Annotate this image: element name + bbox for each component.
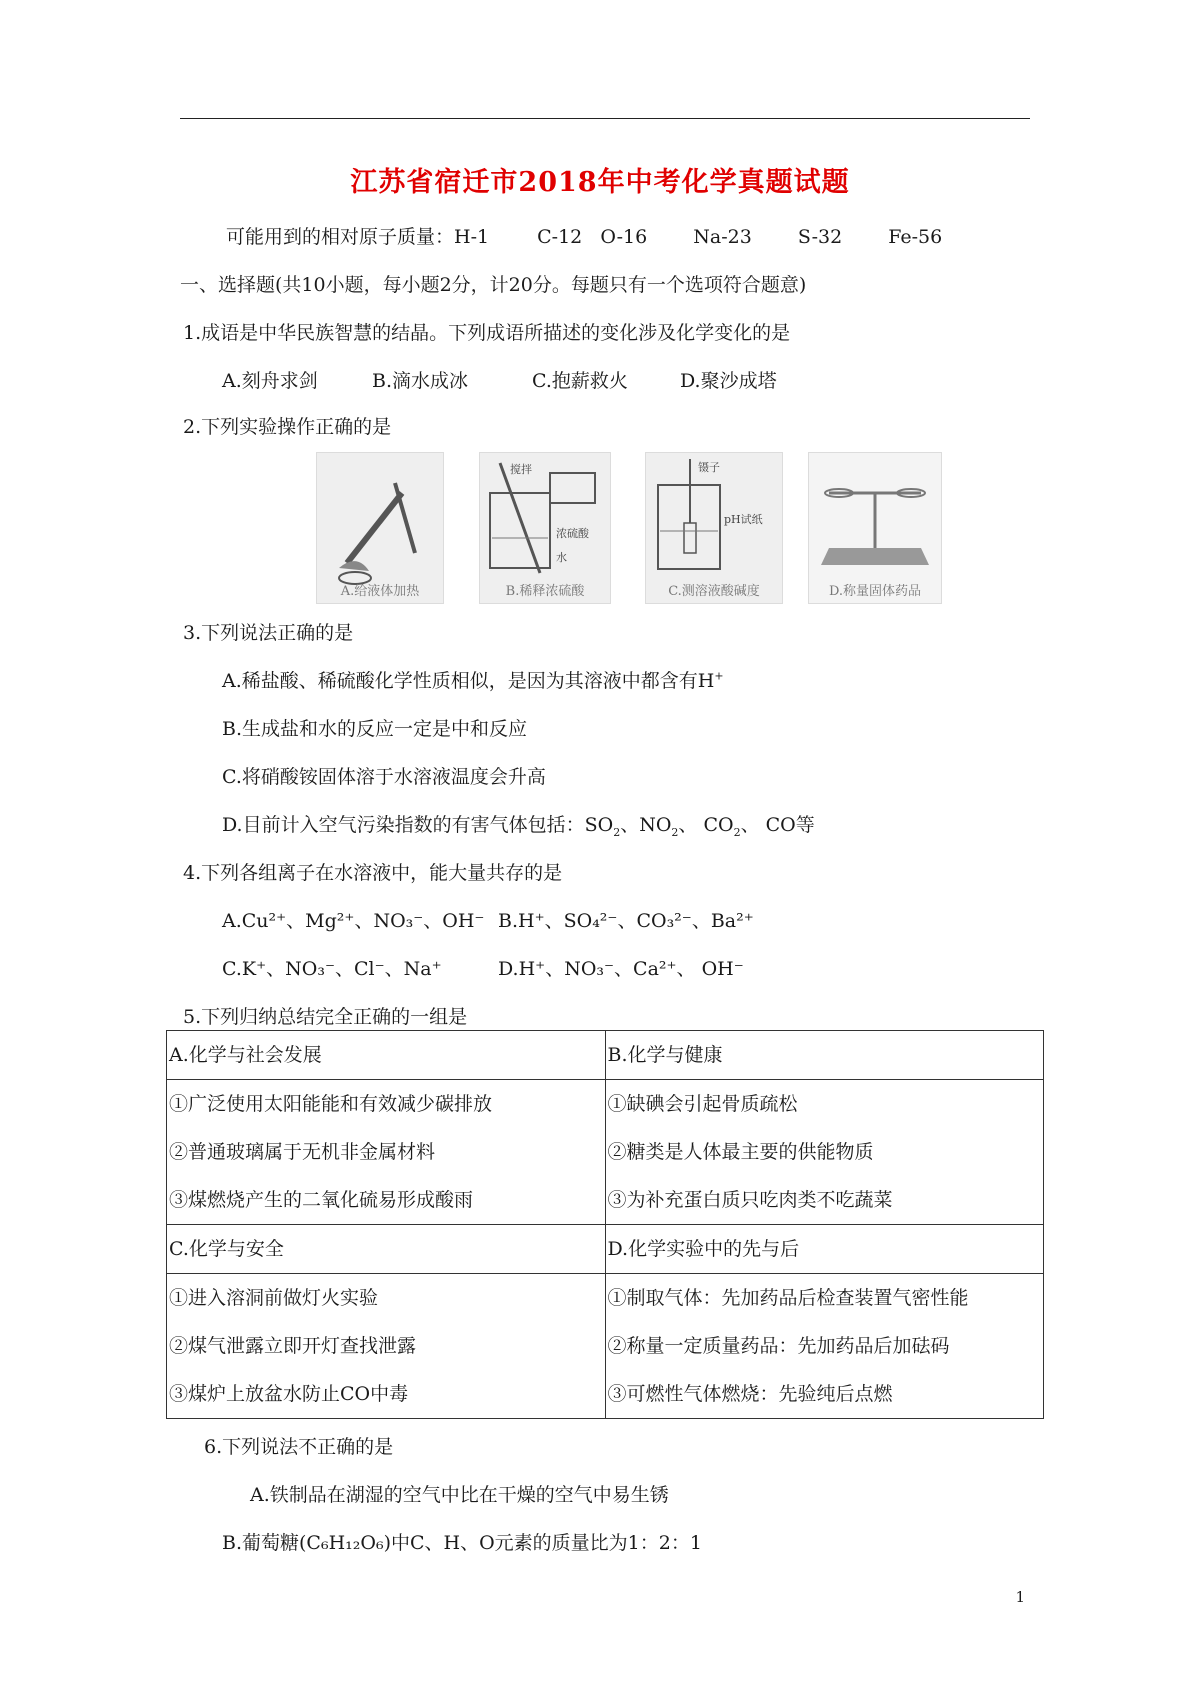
q1-option-c: C.抱薪救火 (532, 370, 628, 392)
table-cell-header (167, 1225, 606, 1274)
section-heading: 一、选择题(共10小题，每小题2分，计20分。每题只有一个选项符合题意) (180, 274, 807, 296)
figure-b-diluting-acid (479, 452, 611, 604)
q3-option-b: B.生成盐和水的反应一定是中和反应 (222, 718, 528, 740)
figure-a-caption: A.给液体加热 (340, 584, 420, 599)
cell-d-item: ①制取气体：先加药品后检查装置气密性能 (607, 1287, 969, 1309)
q3-option-d-sub: 2 (613, 825, 621, 839)
figure-a-heating-liquid (316, 452, 444, 604)
cell-a-item: ③煤燃烧产生的二氧化硫易形成酸雨 (169, 1189, 474, 1211)
figure-b-label-stir: 搅拌 (510, 463, 532, 476)
cell-b-item: ①缺碘会引起骨质疏松 (607, 1093, 798, 1115)
page-number: 1 (1015, 1588, 1025, 1606)
table-row (167, 1225, 1044, 1274)
figure-c-label-ph-paper: pH试纸 (724, 513, 763, 526)
atomic-mass-item: H-1 (454, 226, 490, 248)
q3-option-d-end: 、 CO等 (740, 814, 815, 836)
table-row (167, 1031, 1044, 1080)
figure-b-label-water: 水 (556, 551, 567, 564)
question-5-stem: 5.下列归纳总结完全正确的一组是 (183, 1006, 468, 1028)
cell-d-header: D.化学实验中的先与后 (607, 1238, 800, 1260)
figure-d-weighing (808, 452, 942, 604)
q3-option-a-sup: + (714, 669, 724, 683)
q3-option-d-prefix: D.目前计入空气污染指数的有害气体包括：SO (222, 814, 614, 836)
cell-c-item: ①进入溶洞前做灯火实验 (169, 1287, 379, 1309)
q3-option-d-sub: 2 (733, 825, 741, 839)
q1-option-a: A.刻舟求剑 (222, 370, 318, 392)
table-cell-header (605, 1225, 1044, 1274)
atomic-mass-item: O-16 (600, 226, 648, 248)
atomic-mass-line (226, 222, 942, 249)
table-cell (167, 1274, 606, 1419)
cell-b-item: ②糖类是人体最主要的供能物质 (607, 1141, 874, 1163)
q1-option-b: B.滴水成冰 (372, 370, 469, 392)
table-cell-header (605, 1031, 1044, 1080)
q1-option-d: D.聚沙成塔 (680, 370, 777, 392)
q6-option-a: A.铁制品在湖湿的空气中比在干燥的空气中易生锈 (250, 1484, 669, 1506)
cell-c-item: ③煤炉上放盆水防止CO中毒 (169, 1383, 409, 1405)
table-cell-header (167, 1031, 606, 1080)
q4-option-a: A.Cu²⁺、Mg²⁺、NO₃⁻、OH⁻ (222, 910, 485, 932)
page-title: 江苏省宿迁市2018年中考化学真题试题 (350, 167, 850, 198)
cell-c-header: C.化学与安全 (169, 1238, 284, 1260)
figure-c-label-tweezers: 镊子 (698, 461, 720, 474)
q3-option-a-text: A.稀盐酸、稀硫酸化学性质相似，是因为其溶液中都含有H (222, 670, 715, 692)
cell-c-item: ②煤气泄露立即开灯查找泄露 (169, 1335, 417, 1357)
q3-option-c: C.将硝酸铵固体溶于水溶液温度会升高 (222, 766, 546, 788)
summary-table (166, 1030, 1044, 1419)
q3-option-d (222, 810, 815, 837)
atomic-mass-item: S-32 (797, 226, 843, 248)
atomic-mass-item: Fe-56 (888, 226, 943, 248)
q4-option-b: B.H⁺、SO₄²⁻、CO₃²⁻、Ba²⁺ (498, 910, 754, 932)
cell-a-header: A.化学与社会发展 (169, 1044, 322, 1066)
table-row (167, 1274, 1044, 1419)
atomic-mass-label: 可能用到的相对原子质量： (226, 226, 455, 248)
q3-option-d-sub: 2 (671, 825, 679, 839)
question-6-stem: 6.下列说法不正确的是 (204, 1436, 394, 1458)
cell-b-header: B.化学与健康 (607, 1044, 723, 1066)
q3-option-d-mid2: 、 CO (678, 814, 734, 836)
q4-option-d: D.H⁺、NO₃⁻、Ca²⁺、 OH⁻ (498, 958, 744, 980)
table-cell (605, 1274, 1044, 1419)
q4-option-c: C.K⁺、NO₃⁻、Cl⁻、Na⁺ (222, 958, 442, 980)
figure-c-ph-test (645, 452, 783, 604)
cell-a-item: ②普通玻璃属于无机非金属材料 (169, 1141, 436, 1163)
question-1-stem: 1.成语是中华民族智慧的结晶。下列成语所描述的变化涉及化学变化的是 (183, 322, 791, 344)
question-4-stem: 4.下列各组离子在水溶液中，能大量共存的是 (183, 862, 563, 884)
figure-b-label-acid: 浓硫酸 (556, 527, 589, 540)
q3-option-d-mid1: 、NO (620, 814, 672, 836)
table-cell (605, 1080, 1044, 1225)
table-row (167, 1080, 1044, 1225)
cell-d-item: ②称量一定质量药品：先加药品后加砝码 (607, 1335, 950, 1357)
atomic-mass-item: C-12 (537, 226, 583, 248)
figure-c-caption: C.测溶液酸碱度 (668, 584, 760, 599)
cell-d-item: ③可燃性气体燃烧：先验纯后点燃 (607, 1383, 893, 1405)
cell-b-item: ③为补充蛋白质只吃肉类不吃蔬菜 (607, 1189, 893, 1211)
header-rule (180, 118, 1030, 119)
q3-option-a (222, 666, 724, 693)
q6-option-b: B.葡萄糖(C₆H₁₂O₆)中C、H、O元素的质量比为1：2：1 (222, 1532, 702, 1554)
atomic-mass-item: Na-23 (693, 226, 752, 248)
figure-b-caption: B.稀释浓硫酸 (505, 584, 585, 599)
figure-d-caption: D.称量固体药品 (828, 584, 922, 599)
question-3-stem: 3.下列说法正确的是 (183, 622, 354, 644)
table-cell (167, 1080, 606, 1225)
question-2-stem: 2.下列实验操作正确的是 (183, 416, 392, 438)
cell-a-item: ①广泛使用太阳能能和有效减少碳排放 (169, 1093, 493, 1115)
